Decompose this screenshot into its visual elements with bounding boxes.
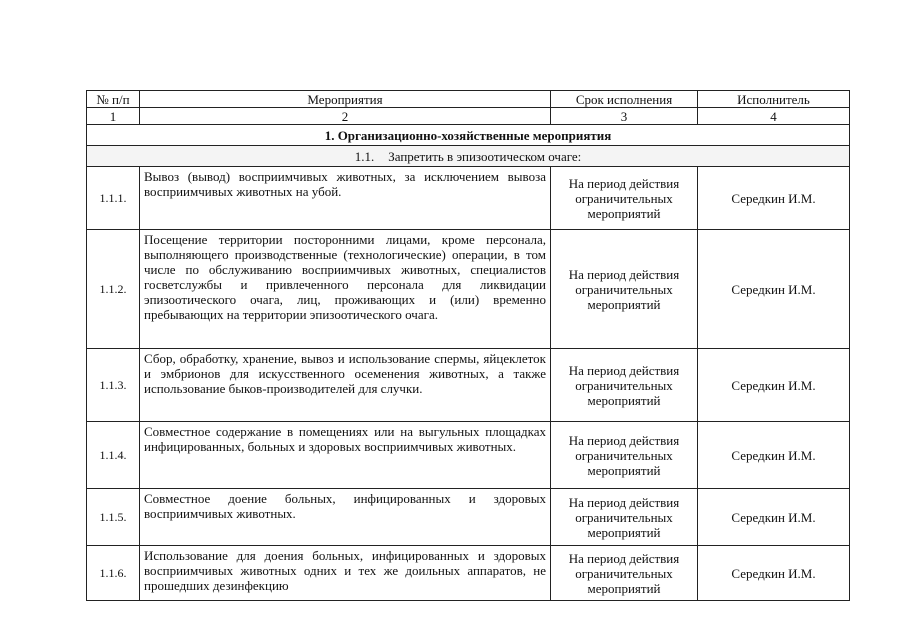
subsection-cell bbox=[87, 146, 850, 167]
document-page bbox=[86, 90, 849, 601]
row-number: 1.1.2. bbox=[87, 230, 140, 349]
row-description: Использование для доения больных, инфицированных и здоровых восприимчивых животных одних и тех же доильных аппаратов, не прошедших дезинфекцию bbox=[140, 546, 551, 601]
row-description: Вывоз (вывод) восприимчивых животных, за исключением вывоза восприимчивых животных на убой. bbox=[140, 167, 551, 230]
table-row bbox=[87, 422, 850, 489]
header-term: Срок исполнения bbox=[551, 91, 698, 108]
row-term: На период действия ограничительных мероприятий bbox=[551, 167, 698, 230]
table-row bbox=[87, 349, 850, 422]
row-executor: Середкин И.М. bbox=[698, 489, 850, 546]
row-term: На период действия ограничительных мероприятий bbox=[551, 230, 698, 349]
header-executor: Исполнитель bbox=[698, 91, 850, 108]
table-row bbox=[87, 546, 850, 601]
header-number: № п/п bbox=[87, 91, 140, 108]
row-term: На период действия ограничительных мероприятий bbox=[551, 546, 698, 601]
column-numbers-row bbox=[87, 108, 850, 125]
subsection-number: 1.1. bbox=[354, 148, 375, 164]
row-term: На период действия ограничительных мероприятий bbox=[551, 489, 698, 546]
row-number: 1.1.3. bbox=[87, 349, 140, 422]
table-header-row bbox=[87, 91, 850, 108]
row-term: На период действия ограничительных мероприятий bbox=[551, 349, 698, 422]
column-number-4: 4 bbox=[698, 108, 850, 125]
header-measures: Мероприятия bbox=[140, 91, 551, 108]
row-executor: Середкин И.М. bbox=[698, 167, 850, 230]
table-row bbox=[87, 489, 850, 546]
row-executor: Середкин И.М. bbox=[698, 230, 850, 349]
row-description: Совместное доение больных, инфицированных и здоровых восприимчивых животных. bbox=[140, 489, 551, 546]
column-number-3: 3 bbox=[551, 108, 698, 125]
subsection-title: Запретить в эпизоотическом очаге: bbox=[388, 148, 582, 164]
row-description: Сбор, обработку, хранение, вывоз и использование спермы, яйцеклеток и эмбрионов для искусственного осеменения животных, а также использование быков-производителей для случки. bbox=[140, 349, 551, 422]
row-executor: Середкин И.М. bbox=[698, 546, 850, 601]
row-number: 1.1.5. bbox=[87, 489, 140, 546]
row-number: 1.1.6. bbox=[87, 546, 140, 601]
row-term: На период действия ограничительных мероприятий bbox=[551, 422, 698, 489]
row-description: Совместное содержание в помещениях или на выгульных площадках инфицированных, больных и здоровых восприимчивых животных. bbox=[140, 422, 551, 489]
column-number-1: 1 bbox=[87, 108, 140, 125]
section-title: 1. Организационно-хозяйственные мероприятия bbox=[87, 125, 850, 146]
row-executor: Середкин И.М. bbox=[698, 422, 850, 489]
row-number: 1.1.4. bbox=[87, 422, 140, 489]
table-row bbox=[87, 167, 850, 230]
table-row bbox=[87, 230, 850, 349]
column-number-2: 2 bbox=[140, 108, 551, 125]
subsection-row bbox=[87, 146, 850, 167]
section-row bbox=[87, 125, 850, 146]
row-description: Посещение территории посторонними лицами, кроме персонала, выполняющего производственные (технологические) операции, в том числе по обслуживанию восприимчивых животных, специалистов госветслужбы и привлеченного персонала для ликвидации эпизоотического очага, лиц, проживающих и (или) временно пребывающих на территории эпизоотического очага. bbox=[140, 230, 551, 349]
measures-table bbox=[86, 90, 850, 601]
row-executor: Середкин И.М. bbox=[698, 349, 850, 422]
row-number: 1.1.1. bbox=[87, 167, 140, 230]
